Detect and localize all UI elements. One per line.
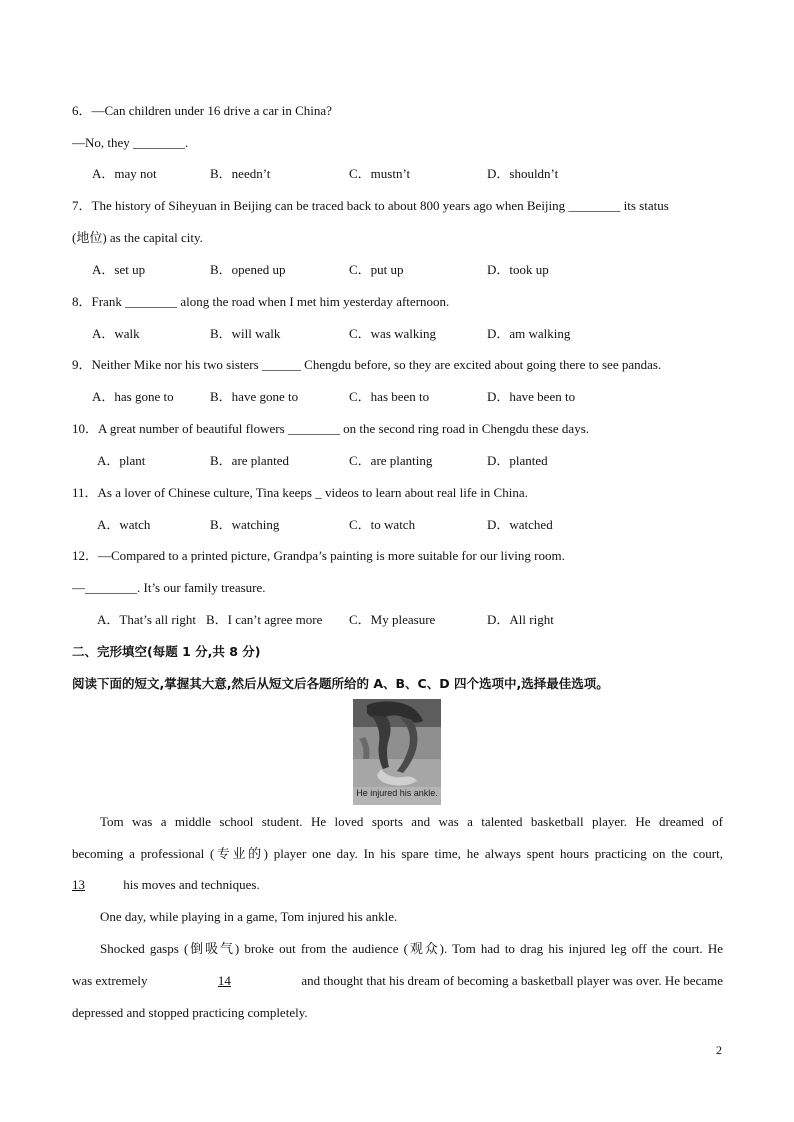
q10-option-c: C．are planting	[349, 453, 433, 468]
blank-14: 14	[217, 973, 231, 988]
q12-option-d: D．All right	[487, 612, 554, 627]
q12-stem: 12．—Compared to a printed picture, Grandpa’s painting is more suitable for our living room.	[72, 548, 565, 563]
q6-option-a: A．may not	[92, 166, 157, 181]
blank-13: 13	[72, 877, 85, 892]
q11-stem: 11．As a lover of Chinese culture, Tina keeps _ videos to learn about real life in China.	[72, 485, 528, 500]
passage-p2: One day, while playing in a game, Tom injured his ankle.	[100, 909, 398, 924]
q9-option-b: B．have gone to	[210, 389, 299, 404]
q8-stem: 8．Frank ________ along the road when I met him yesterday afternoon.	[72, 294, 450, 309]
q6-option-d: D．shouldn’t	[487, 166, 559, 181]
q7-option-a: A．set up	[92, 262, 146, 277]
q12-option-c: C．My pleasure	[349, 612, 436, 627]
ankle-injury-photo	[353, 699, 441, 805]
q12-option-b: B．I can’t agree more	[206, 612, 323, 627]
passage-p1-line3	[72, 877, 260, 893]
passage-p1-line2: becoming a professional (专业的) player one day. In his spare time, he always spent hours practicing on the court,	[72, 846, 723, 861]
section-instruction: 阅读下面的短文,掌握其大意,然后从短文后各题所给的 A、B、C、D 四个选项中,选择最佳选项。	[72, 676, 609, 691]
passage-p3-line2-end: and thought that his dream of becoming a basketball player was over. He became	[301, 973, 723, 988]
q12-option-a: A．That’s all right	[97, 612, 196, 627]
q8-option-b: B．will walk	[210, 326, 281, 341]
q10-options	[97, 453, 737, 469]
q7-stem-2: (地位) as the capital city.	[72, 230, 203, 245]
q6-stem: 6．—Can children under 16 drive a car in China?	[72, 103, 332, 118]
q6-stem-2: —No, they ________.	[72, 135, 189, 150]
q12-options	[97, 612, 737, 628]
q11-option-c: C．to watch	[349, 517, 416, 532]
q10-option-d: D．planted	[487, 453, 548, 468]
q8-option-a: A．walk	[92, 326, 140, 341]
q11-option-a: A．watch	[97, 517, 151, 532]
q8-option-d: D．am walking	[487, 326, 571, 341]
q10-option-a: A．plant	[97, 453, 146, 468]
page-number: 2	[716, 1043, 722, 1057]
q8-option-c: C．was walking	[349, 326, 437, 341]
q10-option-b: B．are planted	[210, 453, 290, 468]
section-heading: 二、完形填空(每题 1 分,共 8 分)	[72, 644, 261, 659]
q8-options	[92, 326, 732, 342]
q7-options	[92, 262, 732, 278]
q9-option-a: A．has gone to	[92, 389, 174, 404]
q12-stem-2: —________. It’s our family treasure.	[72, 580, 266, 595]
q9-stem: 9．Neither Mike nor his two sisters ______ Chengdu before, so they are excited about going there to see pandas.	[72, 357, 662, 372]
photo-caption: He injured his ankle.	[356, 788, 438, 798]
passage-p3-line3: depressed and stopped practicing completely.	[72, 1005, 308, 1020]
q6-option-c: C．mustn’t	[349, 166, 411, 181]
q9-options	[92, 389, 732, 405]
passage-p1-line1: Tom was a middle school student. He loved sports and was a talented basketball player. He dreamed of	[100, 814, 723, 829]
passage-p3-line1: Shocked gasps (倒吸气) broke out from the audience (观众). Tom had to drag his injured leg off the court. He	[100, 941, 723, 956]
q7-stem: 7．The history of Siheyuan in Beijing can be traced back to about 800 years ago when Beijing ________ its status	[72, 198, 669, 213]
passage-p1-line3-text: his moves and techniques.	[123, 877, 260, 892]
passage-p3-line2-start: was extremely	[72, 973, 148, 988]
passage-p3-line2	[72, 973, 723, 989]
q7-option-d: D．took up	[487, 262, 549, 277]
q9-option-d: D．have been to	[487, 389, 576, 404]
q6-options	[92, 166, 732, 182]
q7-option-c: C．put up	[349, 262, 404, 277]
q11-option-d: D．watched	[487, 517, 553, 532]
q7-option-b: B．opened up	[210, 262, 286, 277]
q11-options	[97, 517, 737, 533]
q11-option-b: B．watching	[210, 517, 280, 532]
q6-option-b: B．needn’t	[210, 166, 271, 181]
q9-option-c: C．has been to	[349, 389, 430, 404]
q10-stem: 10．A great number of beautiful flowers ________ on the second ring road in Chengdu these days.	[72, 421, 589, 436]
